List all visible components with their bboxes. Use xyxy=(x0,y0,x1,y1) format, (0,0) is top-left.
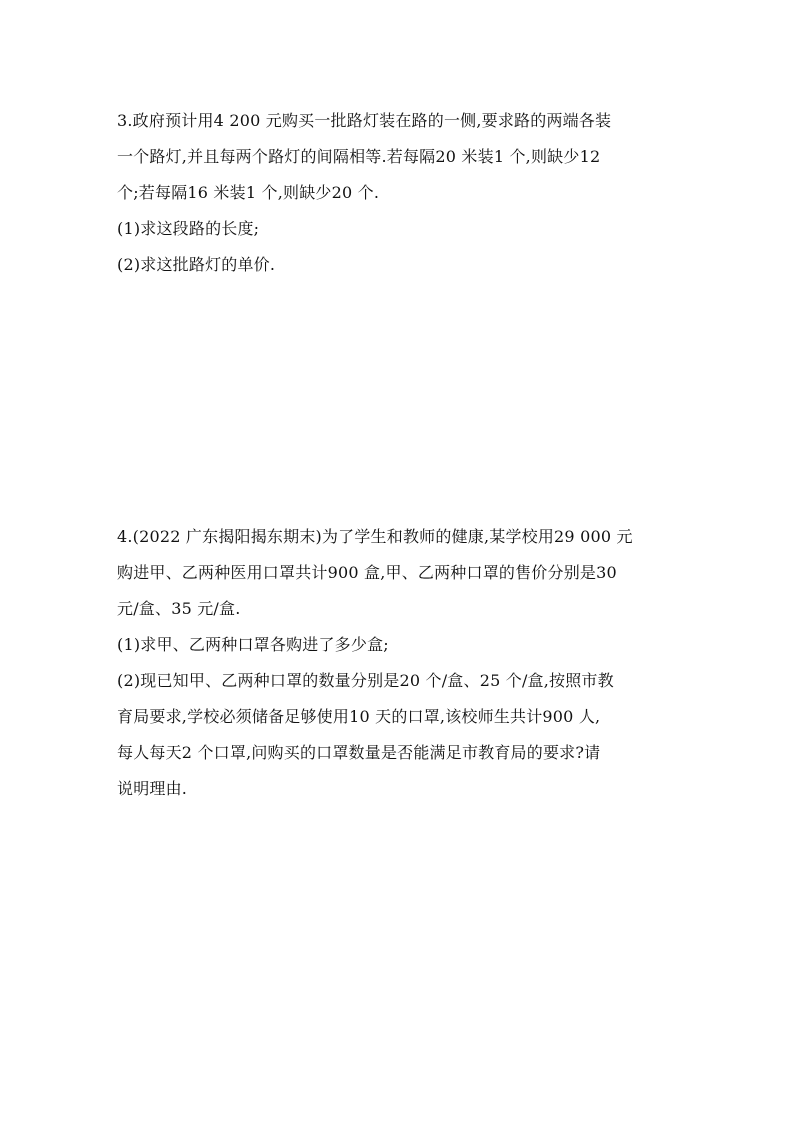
problem-3-question-2: (2)求这批路灯的单价. xyxy=(117,255,276,274)
problem-4-line-2: 购进甲、乙两种医用口罩共计900 盒,甲、乙两种口罩的售价分别是30 xyxy=(117,563,617,582)
problem-4-line-3: 元/盒、35 元/盒. xyxy=(117,599,241,618)
problem-3-question-1: (1)求这段路的长度; xyxy=(117,219,260,238)
problem-4-question-2-line-3: 每人每天2 个口罩,问购买的口罩数量是否能满足市教育局的要求?请 xyxy=(117,743,601,762)
problem-3-line-1: 3.政府预计用4 200 元购买一批路灯装在路的一侧,要求路的两端各装 xyxy=(117,111,612,130)
problem-4-question-1: (1)求甲、乙两种口罩各购进了多少盒; xyxy=(117,635,389,654)
problem-4-line-1: 4.(2022 广东揭阳揭东期末)为了学生和教师的健康,某学校用29 000 元 xyxy=(117,527,633,546)
problem-3 xyxy=(117,103,677,283)
problem-4-question-2-line-4: 说明理由. xyxy=(117,779,188,798)
problem-4-question-2-line-2: 育局要求,学校必须储备足够使用10 天的口罩,该校师生共计900 人, xyxy=(117,707,601,726)
problem-3-line-3: 个;若每隔16 米装1 个,则缺少20 个. xyxy=(117,183,380,202)
problem-3-line-2: 一个路灯,并且每两个路灯的间隔相等.若每隔20 米装1 个,则缺少12 xyxy=(117,147,601,166)
problem-4-question-2-line-1: (2)现已知甲、乙两种口罩的数量分别是20 个/盒、25 个/盒,按照市教 xyxy=(117,671,614,690)
problem-4 xyxy=(117,519,677,807)
